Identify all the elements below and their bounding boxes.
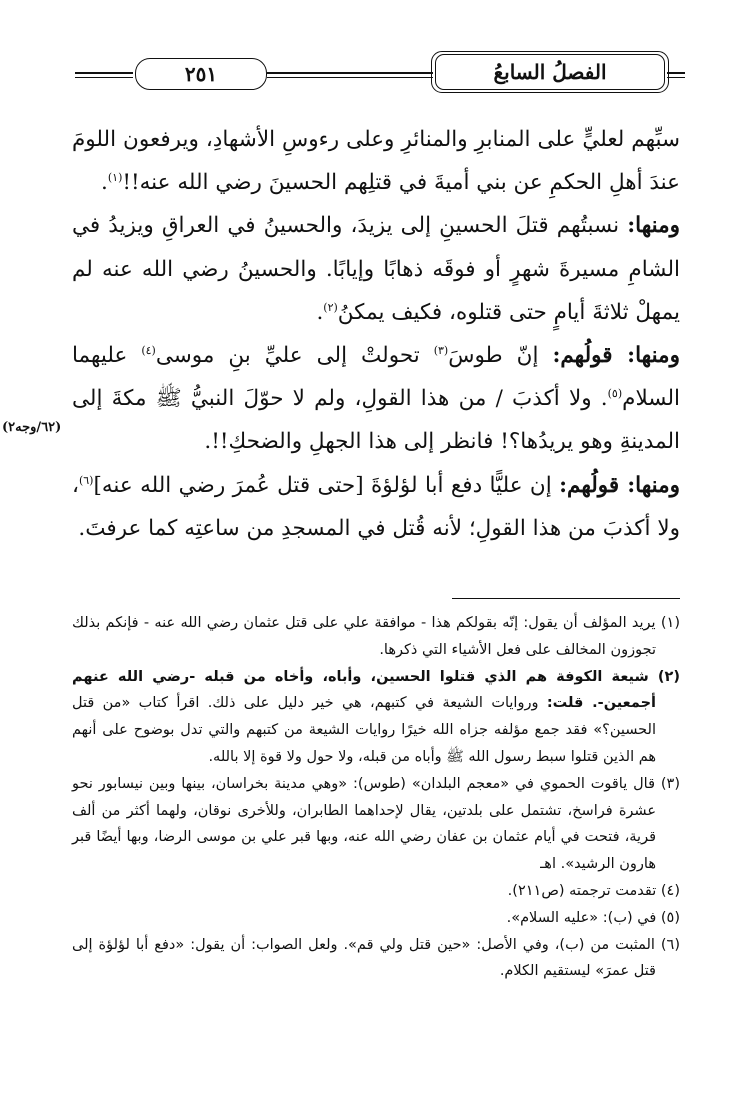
- paragraph-1-end: .: [101, 170, 108, 196]
- main-text: [72, 118, 680, 550]
- paragraph-2-end: .: [316, 299, 324, 325]
- paragraph-3-part-a: إنّ طوسَ: [448, 343, 539, 369]
- paragraph-3: [72, 334, 680, 464]
- footnote-ref-2: (٢): [323, 300, 338, 314]
- footnote-separator: [452, 598, 680, 599]
- chapter-title: الفصلُ السابعُ: [435, 54, 665, 90]
- paragraph-2-text: نسبتُهم قتلَ الحسينِ إلى يزيدَ، والحسينُ في العراقِ ويزيدُ في الشامِ مسيرةَ شهرٍ أو فوقَه ذهابًا وإيابًا. والحسينُ رضي الله عنه لم يمهلْ ثلاثةَ أيامٍ حتى قتلوه، فكيف يمكنُ: [72, 213, 680, 325]
- footnote-ref-5: (٥): [607, 387, 623, 401]
- header-rule-middle-thin: [267, 77, 433, 78]
- paragraph-4: [72, 464, 680, 550]
- paragraph-3-part-c: عليهما السلام: [72, 343, 680, 412]
- header-rule-left: [75, 72, 133, 74]
- paragraph-3-part-b: تحولتْ إلى عليِّ بنِ موسى: [155, 343, 420, 369]
- footnote-4: (٤) تقدمت ترجمته (ص٢١١).: [507, 882, 680, 899]
- paragraph-4-part-b: ، ولا أكذبَ من هذا القولِ؛ لأنه قُتل في المسجدِ من ساعتِه كما عرفتَ.: [72, 472, 680, 541]
- paragraph-4-part-a: إن عليًّا دفع أبا لؤلؤةَ [حتى قتل عُمرَ رضي الله عنه]: [93, 472, 552, 498]
- paragraph-1-text: سبِّهم لعليٍّ على المنابرِ والمنائرِ وعلى رءوسِ الأشهادِ، ويرفعون اللومَ عندَ أهلِ الحكمِ عن بني أميةَ في قتلِهم الحسينَ رضي الله عنه!!: [72, 127, 680, 196]
- paragraph-3-lead: ومنها: قولُهم:: [552, 343, 680, 369]
- footnote-ref-3: (٣): [433, 343, 449, 357]
- footnote-ref-4: (٤): [141, 343, 156, 357]
- footnote-2: [72, 664, 680, 771]
- page-number: ٢٥١: [135, 58, 267, 90]
- paragraph-4-lead: ومنها: قولُهم:: [559, 472, 680, 498]
- footnote-2-bold: (٢) شيعة الكوفة هم الذي قتلوا الحسين، وأباه، وأخاه من قبله -رضي الله عنهم أجمعين-. قلت:: [72, 668, 680, 712]
- paragraph-3-part-d: . ولا أكذبَ / من هذا القولِ، ولم لا حوّلَ النبيُّ ﷺ مكةَ إلى المدينةِ وهو يريدُها؟! فانظر إلى هذا الجهلِ والضحكِ!!.: [72, 386, 680, 455]
- footnote-ref-6: (٦): [78, 473, 94, 487]
- header-rule-right-thin: [667, 77, 685, 78]
- footnote-3: (٣) قال ياقوت الحموي في «معجم البلدان» (طوس): «وهي مدينة بخراسان، بينها وبين نيسابور نحو عشرة فراسخ، تشتمل على بلدتين، يقال لإحداهما الطابران، وللأخرى نوقان، ولهما أكثر من ألف قرية، فتحت في أيام عثمان بن عفان رضي الله عنه، وبها قبر علي بن موسى الرضا، وبها أيضًا قبر هارون الرشيد». اهـ: [72, 775, 680, 873]
- footnotes: [72, 610, 680, 985]
- paragraph-1: [72, 118, 680, 204]
- header-rule-right: [667, 72, 685, 74]
- header-rule-left-thin: [75, 77, 133, 78]
- footnote-2-text: وروايات الشيعة في كتبهم، هي خير دليل على ذلك. اقرأ كتاب «من قتل الحسين؟» فقد جمع مؤلفه جزاه الله خيرًا روايات الشيعة من كتبهم والتي تدل بوضوح على أنهم هم الذين قتلوا سبط رسول الله ﷺ وأباه من قبله، ولا حول ولا قوة إلا بالله.: [72, 695, 656, 765]
- paragraph-2: [72, 204, 680, 334]
- paragraph-2-lead: ومنها:: [627, 213, 680, 239]
- footnote-6: (٦) المثبت من (ب)، وفي الأصل: «حين قتل ولي قم». ولعل الصواب: أن يقول: «دفع أبا لؤلؤة إلى قتل عمرَ» ليستقيم الكلام.: [72, 936, 680, 980]
- footnote-5: (٥) في (ب): «عليه السلام».: [506, 909, 680, 926]
- manuscript-folio-note: (٦٢/وجه٢): [2, 420, 62, 435]
- footnote-1: (١) يريد المؤلف أن يقول: إنّه بقولكم هذا - موافقة علي على قتل عثمان رضي الله عنه - فإنكم بذلك تجوزون المخالف على فعل الأشياء التي ذكرها.: [72, 615, 680, 658]
- header-rule-middle: [267, 72, 433, 74]
- footnote-ref-1: (١): [107, 171, 123, 185]
- page-header: [75, 52, 685, 102]
